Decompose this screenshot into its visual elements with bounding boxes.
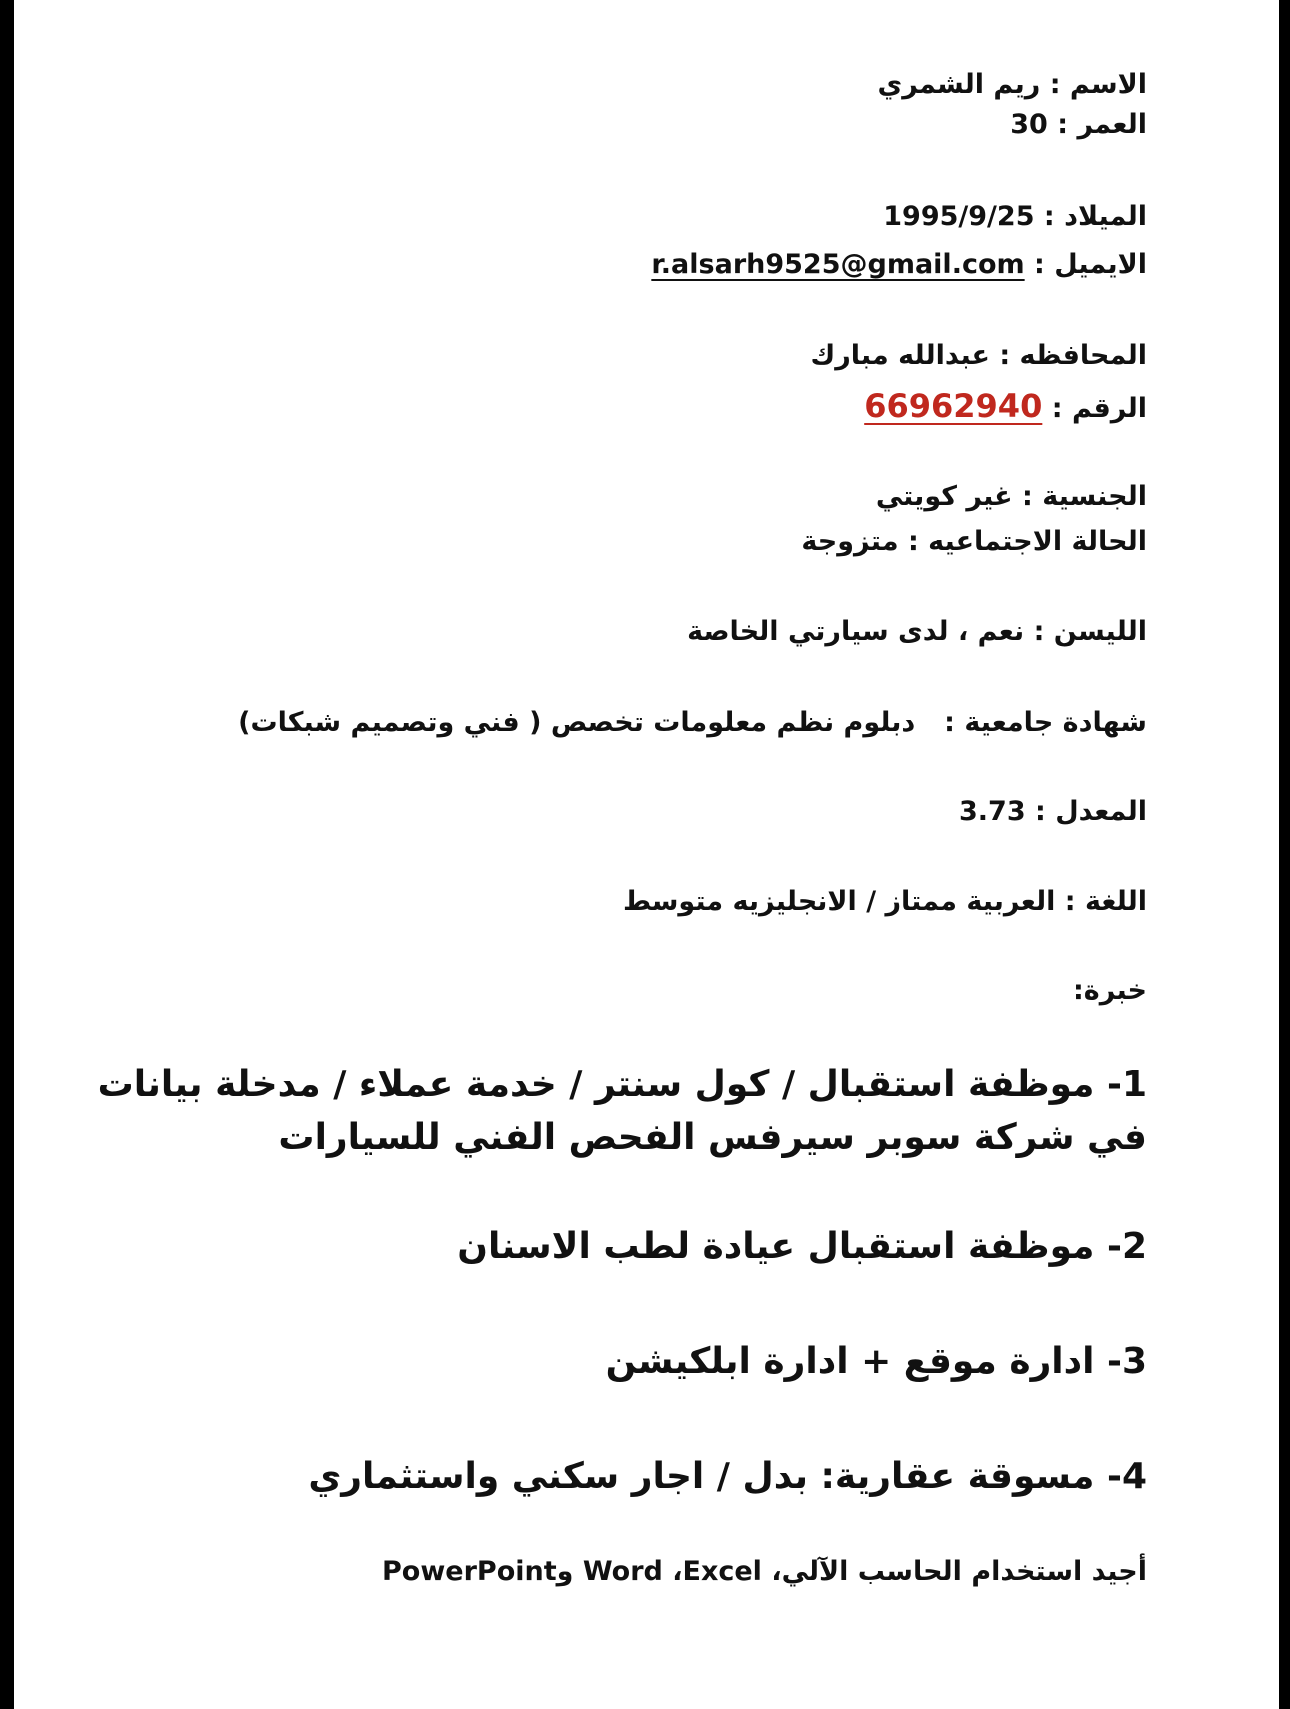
age-label: العمر [1077,109,1147,140]
separator: : [1049,69,1061,100]
skills-line: أجيد استخدام الحاسب الآلي، Word ،Excel وPowerPoint [382,1556,1147,1587]
age-line [1010,106,1147,144]
governorate-value: عبدالله مبارك [810,340,990,371]
email-line [651,246,1147,284]
phone-link[interactable]: 66962940 [864,387,1043,425]
marital-label: الحالة الاجتماعيه [928,526,1147,557]
gpa-line [959,793,1147,831]
license-value: نعم ، لدى سيارتي الخاصة [687,616,1025,647]
degree-line [238,704,1147,742]
separator: : [1043,201,1055,232]
age-value: 30 [1010,109,1048,140]
separator: : [1022,481,1033,512]
degree-label: شهادة جامعية [964,707,1147,738]
governorate-line [811,337,1148,375]
separator: : [1057,109,1069,140]
license-line [687,613,1147,651]
gpa-label: المعدل [1055,796,1147,827]
name-line [878,66,1147,104]
degree-value: دبلوم نظم معلومات تخصص ( فني وتصميم شبكات) [238,707,916,738]
birth-value: 1995/9/25 [883,201,1035,232]
document-page [14,0,1279,1709]
nationality-line [876,478,1147,516]
phone-line [864,387,1147,428]
language-label: اللغة [1084,886,1147,917]
separator: : [907,526,919,557]
name-value: ريم الشمري [877,69,1041,100]
separator: : [1034,249,1045,280]
email-label: الايميل [1054,249,1147,280]
birth-label: الميلاد [1064,201,1147,232]
separator: : [1035,796,1046,827]
separator: : [1051,393,1063,424]
phone-label: الرقم [1071,393,1147,424]
experience-item-2: 2- موظفة استقبال عيادة لطب الاسنان [457,1226,1147,1267]
gpa-value: 3.73 [958,796,1026,827]
experience-item-1-line-1: 1- موظفة استقبال / كول سنتر / خدمة عملاء / مدخلة بيانات [97,1064,1147,1105]
separator: : [1033,616,1045,647]
experience-heading: خبرة: [1072,975,1147,1006]
language-line [623,883,1147,921]
separator: : [999,340,1011,371]
separator: : [1064,886,1076,917]
marital-line [801,523,1147,561]
birth-line [883,198,1147,236]
experience-item-3: 3- ادارة موقع + ادارة ابلكيشن [605,1341,1147,1382]
experience-item-1-line-2: في شركة سوبر سيرفس الفحص الفني للسيارات [278,1117,1147,1158]
nationality-label: الجنسية [1042,481,1147,512]
marital-value: متزوجة [801,526,899,557]
separator: : [944,707,955,738]
nationality-value: غير كويتي [875,481,1013,512]
name-label: الاسم [1069,69,1147,100]
language-value: العربية ممتاز / الانجليزيه متوسط [622,886,1056,917]
governorate-label: المحافظه [1019,340,1147,371]
email-link[interactable]: r.alsarh9525@gmail.com [651,249,1025,280]
experience-item-4: 4- مسوقة عقارية: بدل / اجار سكني واستثماري [308,1456,1147,1497]
license-label: الليسن [1053,616,1147,647]
